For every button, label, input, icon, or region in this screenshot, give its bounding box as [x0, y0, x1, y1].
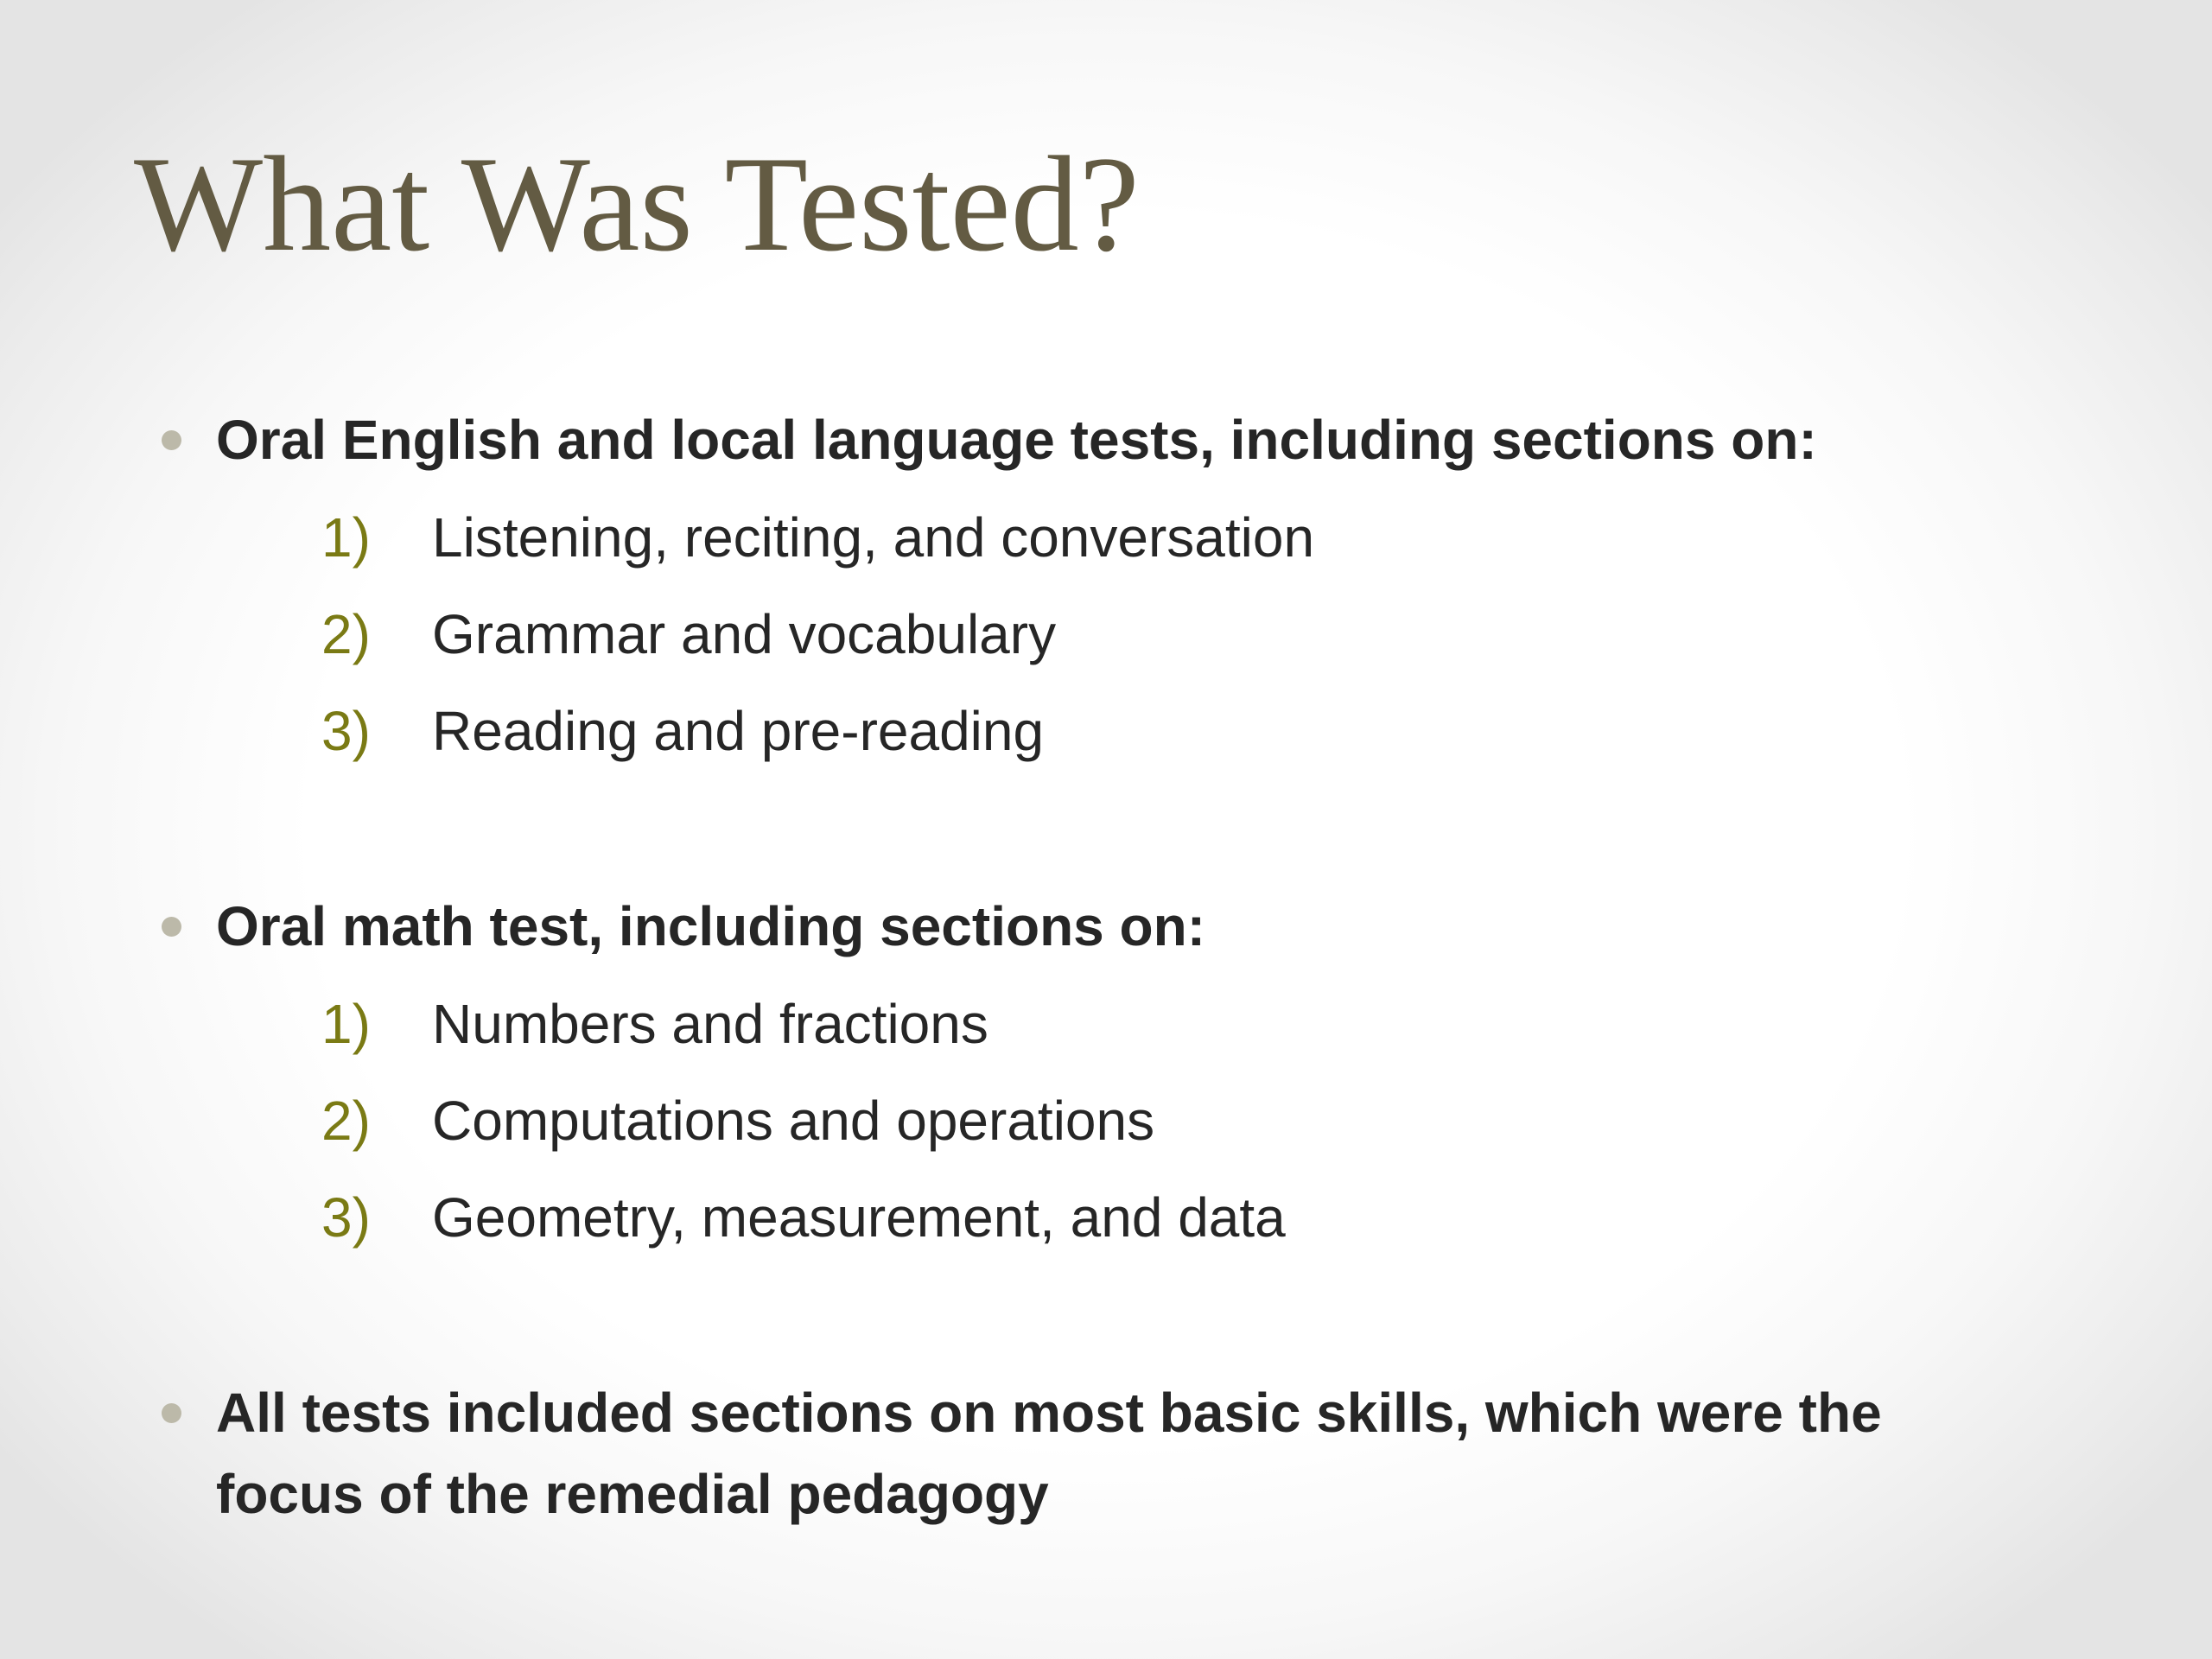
list-item-number: 3) [321, 1186, 371, 1249]
slide-title: What Was Tested? [134, 129, 1140, 280]
bullet-dot-icon [162, 1403, 181, 1423]
list-item-number: 3) [321, 700, 371, 762]
list-item-text: Computations and operations [432, 1090, 1155, 1152]
bullet-text: Oral English and local language tests, including sections on: [216, 409, 1817, 471]
list-item-text: Listening, reciting, and conversation [432, 506, 1315, 569]
bullet-text: Oral math test, including sections on: [216, 895, 1206, 957]
list-item-text: Geometry, measurement, and data [432, 1186, 1286, 1249]
list-item-number: 1) [321, 993, 371, 1055]
list-item-text: Numbers and fractions [432, 993, 988, 1055]
list-item-text: Reading and pre-reading [432, 700, 1045, 762]
bullet-dot-icon [162, 430, 181, 450]
bullet-text: All tests included sections on most basic skills, which were the focus of the remedial pedagogy [216, 1382, 1882, 1525]
list-item-number: 2) [321, 1090, 371, 1152]
list-item-text: Grammar and vocabulary [432, 603, 1057, 665]
bullet-dot-icon [162, 917, 181, 937]
list-item-number: 1) [321, 506, 371, 569]
list-item-number: 2) [321, 603, 371, 665]
